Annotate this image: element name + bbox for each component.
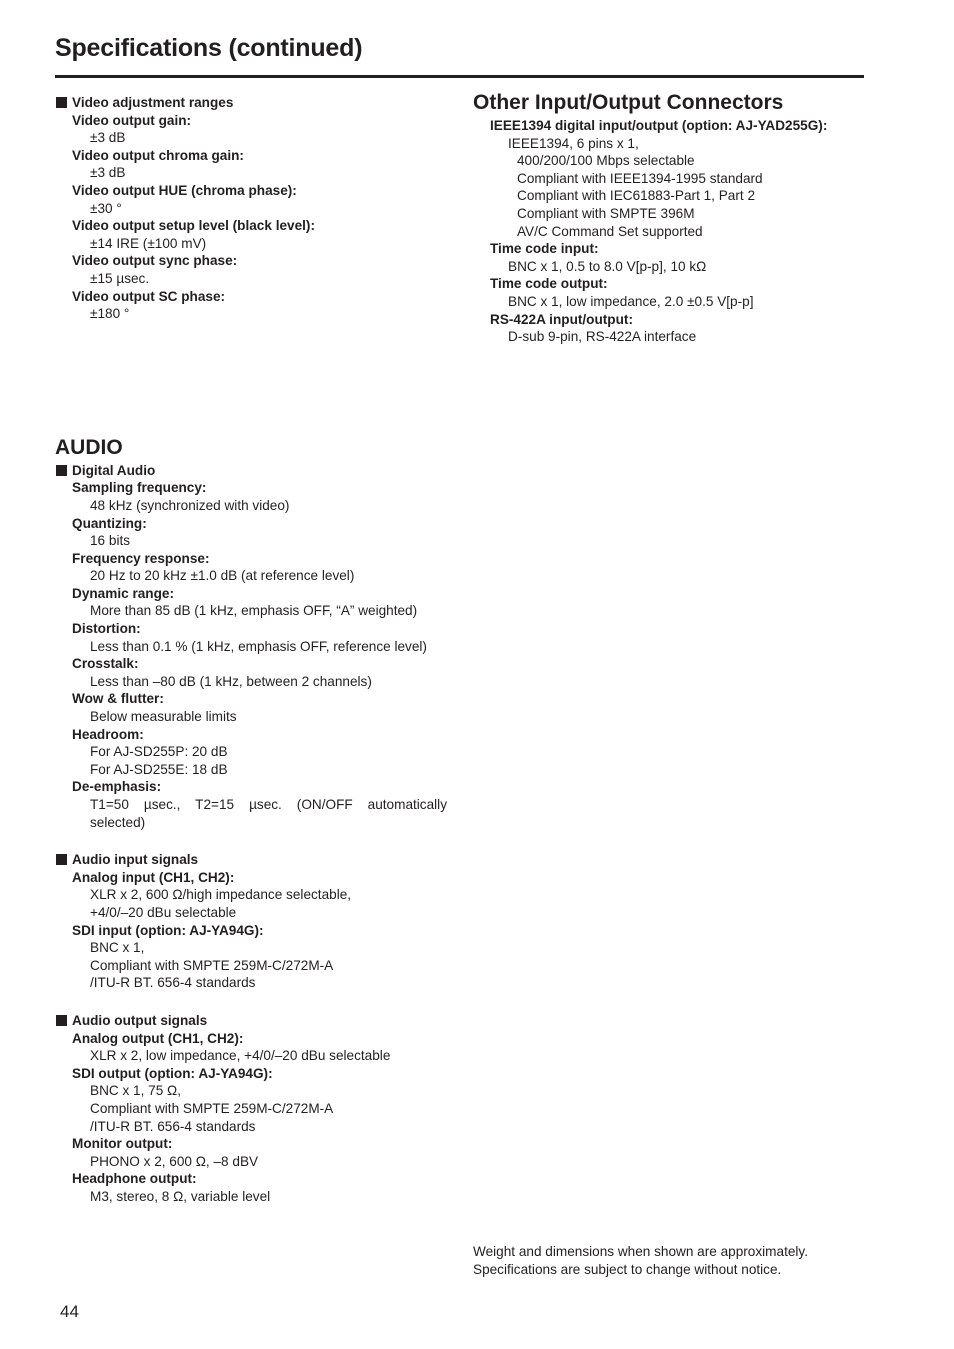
spec-value: ±180 ° bbox=[90, 306, 130, 322]
spec-value: /ITU-R BT. 656-4 standards bbox=[90, 1118, 256, 1134]
group-title-text: Audio output signals bbox=[72, 1012, 208, 1028]
spec-label: RS-422A input/output: bbox=[490, 311, 633, 327]
spec-label: SDI output (option: AJ-YA94G): bbox=[72, 1065, 273, 1081]
spec-label: Quantizing: bbox=[72, 515, 147, 531]
spec-list bbox=[55, 112, 447, 323]
footnote-line: Specifications are subject to change without notice. bbox=[473, 1261, 782, 1277]
page-title: Specifications (continued) bbox=[55, 34, 363, 62]
spec-value: XLR x 2, 600 Ω/high impedance selectable, bbox=[90, 887, 352, 903]
square-bullet-icon bbox=[56, 854, 67, 865]
spec-item bbox=[55, 217, 447, 252]
spec-label: Frequency response: bbox=[72, 550, 210, 566]
spec-label: Video output chroma gain: bbox=[72, 147, 244, 163]
audio-input-title bbox=[55, 851, 447, 869]
spec-label: Crosstalk: bbox=[72, 656, 139, 672]
spec-value: Compliant with SMPTE 259M-C/272M-A bbox=[90, 957, 334, 973]
ieee-details bbox=[473, 152, 873, 240]
spec-label: Dynamic range: bbox=[72, 585, 174, 601]
group-title-text: Audio input signals bbox=[72, 852, 199, 868]
square-bullet-icon bbox=[56, 465, 67, 476]
spec-item bbox=[55, 147, 447, 182]
square-bullet-icon bbox=[56, 1015, 67, 1026]
spec-value: 16 bits bbox=[90, 533, 131, 549]
spec-item bbox=[55, 620, 447, 655]
spec-value: More than 85 dB (1 kHz, emphasis OFF, “A” weighted) bbox=[90, 603, 418, 619]
spec-value: /ITU-R BT. 656-4 standards bbox=[90, 975, 256, 991]
spec-value: AV/C Command Set supported bbox=[517, 223, 703, 239]
spec-value: For AJ-SD255E: 18 dB bbox=[90, 761, 228, 777]
spec-value: For AJ-SD255P: 20 dB bbox=[90, 744, 228, 760]
spec-label: Headphone output: bbox=[72, 1171, 197, 1187]
spec-label: Time code output: bbox=[490, 276, 608, 292]
audio-output-title bbox=[55, 1012, 447, 1030]
spec-item bbox=[55, 869, 447, 922]
spec-label: Video output gain: bbox=[72, 112, 192, 128]
spec-item bbox=[55, 112, 447, 147]
spec-value: ±14 IRE (±100 mV) bbox=[90, 235, 207, 251]
spec-value: XLR x 2, low impedance, +4/0/–20 dBu selectable bbox=[90, 1048, 391, 1064]
video-adjustment-group bbox=[55, 94, 447, 323]
spec-label: Video output setup level (black level): bbox=[72, 218, 315, 234]
page-number: 44 bbox=[60, 1302, 79, 1321]
spec-value: BNC x 1, 75 Ω, bbox=[90, 1083, 182, 1099]
spec-item bbox=[55, 778, 447, 831]
spec-value: 400/200/100 Mbps selectable bbox=[517, 153, 695, 169]
spec-label: Analog output (CH1, CH2): bbox=[72, 1030, 244, 1046]
video-adjustment-title bbox=[55, 94, 447, 112]
spec-item bbox=[55, 1065, 447, 1135]
spec-value: Compliant with SMPTE 396M bbox=[517, 205, 695, 221]
spec-label: Headroom: bbox=[72, 726, 144, 742]
spec-value: Less than –80 dB (1 kHz, between 2 channels) bbox=[90, 673, 372, 689]
spec-value: Compliant with SMPTE 259M-C/272M-A bbox=[90, 1100, 334, 1116]
left-column bbox=[55, 94, 447, 1205]
spec-label: Wow & flutter: bbox=[72, 691, 164, 707]
spec-value: Below measurable limits bbox=[90, 709, 237, 725]
audio-input-group bbox=[55, 851, 447, 992]
spec-label: IEEE1394 digital input/output (option: AJ-YAD255G): bbox=[490, 118, 828, 133]
spec-item bbox=[55, 182, 447, 217]
right-column bbox=[473, 91, 873, 346]
spec-value: BNC x 1, low impedance, 2.0 ±0.5 V[p-p] bbox=[508, 293, 754, 309]
spec-item bbox=[55, 252, 447, 287]
spec-list bbox=[473, 240, 873, 346]
footnote-line: Weight and dimensions when shown are approximately. bbox=[473, 1244, 808, 1259]
spec-value: ±15 µsec. bbox=[90, 270, 150, 286]
spec-item bbox=[55, 655, 447, 690]
spec-value: PHONO x 2, 600 Ω, –8 dBV bbox=[90, 1153, 259, 1169]
spec-value: IEEE1394, 6 pins x 1, bbox=[508, 135, 639, 151]
spec-item bbox=[55, 515, 447, 550]
audio-output-group bbox=[55, 1012, 447, 1206]
spec-item bbox=[55, 585, 447, 620]
spec-label: Video output sync phase: bbox=[72, 253, 238, 269]
spec-value: BNC x 1, 0.5 to 8.0 V[p-p], 10 kΩ bbox=[508, 258, 707, 274]
digital-audio-group bbox=[55, 462, 447, 831]
spec-item bbox=[55, 550, 447, 585]
spec-value: D-sub 9-pin, RS-422A interface bbox=[508, 329, 697, 345]
spec-label: Sampling frequency: bbox=[72, 480, 207, 496]
group-title-text: Digital Audio bbox=[72, 462, 156, 478]
digital-audio-title bbox=[55, 462, 447, 480]
audio-heading: AUDIO bbox=[55, 435, 123, 459]
spec-value: ±3 dB bbox=[90, 165, 126, 181]
title-rule bbox=[55, 75, 864, 78]
square-bullet-icon bbox=[56, 97, 67, 108]
spec-label: Video output HUE (chroma phase): bbox=[72, 182, 297, 198]
spec-list bbox=[55, 869, 447, 992]
spec-item bbox=[473, 240, 873, 275]
spec-item bbox=[55, 479, 447, 514]
spec-item bbox=[55, 288, 447, 323]
spec-item bbox=[473, 311, 873, 346]
spec-label: SDI input (option: AJ-YA94G): bbox=[72, 922, 264, 938]
spec-label: Video output SC phase: bbox=[72, 288, 226, 304]
spec-list bbox=[55, 479, 447, 831]
spec-label: De-emphasis: bbox=[72, 779, 162, 795]
spec-item bbox=[55, 726, 447, 779]
spec-value: ±3 dB bbox=[90, 130, 126, 146]
spec-value: BNC x 1, bbox=[90, 940, 145, 956]
spec-value: ±30 ° bbox=[90, 200, 122, 216]
spec-label: Monitor output: bbox=[72, 1136, 173, 1152]
spec-value: 20 Hz to 20 kHz ±1.0 dB (at reference level) bbox=[90, 568, 355, 584]
spec-value: T1=50 µsec., T2=15 µsec. (ON/OFF automatically selected) bbox=[90, 797, 447, 830]
spec-value: +4/0/–20 dBu selectable bbox=[90, 904, 237, 920]
spec-item bbox=[473, 275, 873, 310]
spec-value: 48 kHz (synchronized with video) bbox=[90, 497, 290, 513]
footnote bbox=[473, 1243, 808, 1278]
spec-list bbox=[55, 1030, 447, 1206]
spec-item bbox=[55, 1135, 447, 1170]
spec-value: Compliant with IEC61883-Part 1, Part 2 bbox=[517, 188, 756, 204]
spec-item-ieee1394 bbox=[473, 117, 873, 240]
spec-label: Analog input (CH1, CH2): bbox=[72, 869, 235, 885]
spec-item bbox=[55, 690, 447, 725]
group-title-text: Video adjustment ranges bbox=[72, 95, 234, 110]
spec-item bbox=[55, 1170, 447, 1205]
connectors-heading: Other Input/Output Connectors bbox=[473, 91, 784, 114]
spec-value: M3, stereo, 8 Ω, variable level bbox=[90, 1188, 271, 1204]
spec-value: Less than 0.1 % (1 kHz, emphasis OFF, reference level) bbox=[90, 638, 427, 654]
spec-item bbox=[55, 922, 447, 992]
spec-item bbox=[55, 1030, 447, 1065]
spec-label: Time code input: bbox=[490, 241, 599, 257]
spec-value: Compliant with IEEE1394-1995 standard bbox=[517, 170, 763, 186]
spec-label: Distortion: bbox=[72, 621, 141, 637]
